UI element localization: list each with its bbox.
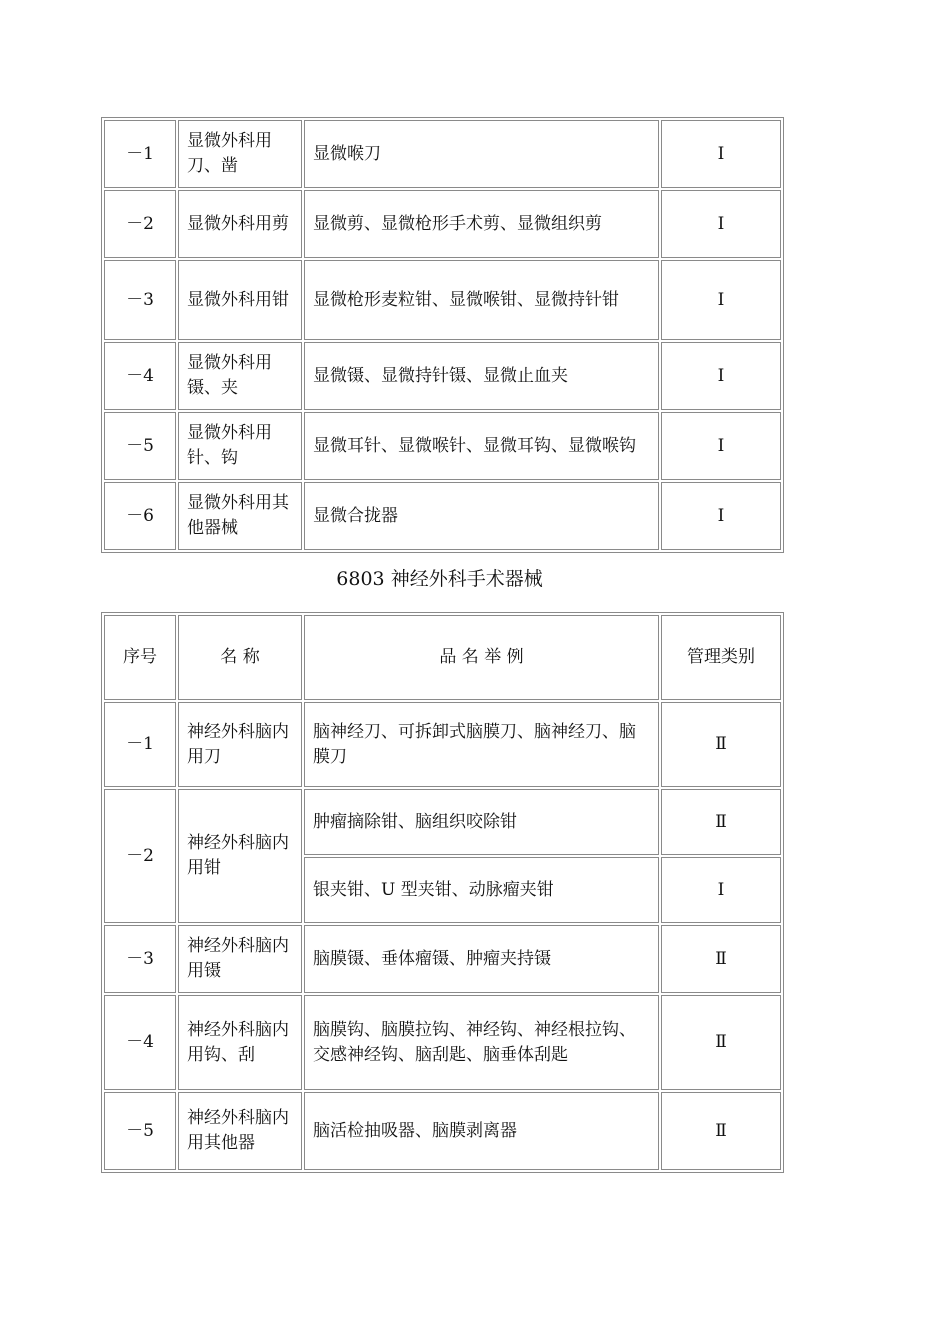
table-row xyxy=(104,260,781,340)
table-row xyxy=(104,1092,781,1170)
table-row xyxy=(104,925,781,993)
management-class: Ⅰ xyxy=(661,120,781,188)
table-row xyxy=(104,482,781,550)
row-number: －1 xyxy=(104,120,176,188)
row-number: －2 xyxy=(104,190,176,258)
table-row xyxy=(104,702,781,787)
row-number: －2 xyxy=(104,789,176,923)
product-examples: 显微喉刀 xyxy=(304,120,659,188)
table-row xyxy=(104,789,781,855)
product-examples: 银夹钳、U 型夹钳、动脉瘤夹钳 xyxy=(304,857,659,923)
table-header-row xyxy=(104,615,781,700)
row-number: －5 xyxy=(104,412,176,480)
table-row xyxy=(104,342,781,410)
management-class: Ⅰ xyxy=(661,260,781,340)
category-name: 显微外科用镊、夹 xyxy=(178,342,302,410)
product-examples: 显微枪形麦粒钳、显微喉钳、显微持针钳 xyxy=(304,260,659,340)
header-name: 名 称 xyxy=(178,615,302,700)
product-examples: 脑膜钩、脑膜拉钩、神经钩、神经根拉钩、交感神经钩、脑刮匙、脑垂体刮匙 xyxy=(304,995,659,1090)
table-row xyxy=(104,995,781,1090)
category-name: 神经外科脑内用钩、刮 xyxy=(178,995,302,1090)
category-name: 神经外科脑内用刀 xyxy=(178,702,302,787)
management-class: Ⅰ xyxy=(661,857,781,923)
row-number: －1 xyxy=(104,702,176,787)
product-examples: 显微合拢器 xyxy=(304,482,659,550)
product-examples: 显微剪、显微枪形手术剪、显微组织剪 xyxy=(304,190,659,258)
microsurgery-instruments-table xyxy=(101,117,784,553)
management-class: Ⅰ xyxy=(661,190,781,258)
management-class: Ⅰ xyxy=(661,342,781,410)
category-name: 神经外科脑内用其他器 xyxy=(178,1092,302,1170)
management-class: Ⅱ xyxy=(661,789,781,855)
product-examples: 脑活检抽吸器、脑膜剥离器 xyxy=(304,1092,659,1170)
category-name: 显微外科用其他器械 xyxy=(178,482,302,550)
product-examples: 显微耳针、显微喉针、显微耳钩、显微喉钩 xyxy=(304,412,659,480)
category-name: 显微外科用刀、凿 xyxy=(178,120,302,188)
product-examples: 脑神经刀、可拆卸式脑膜刀、脑神经刀、脑膜刀 xyxy=(304,702,659,787)
category-name: 显微外科用针、钩 xyxy=(178,412,302,480)
product-examples: 脑膜镊、垂体瘤镊、肿瘤夹持镊 xyxy=(304,925,659,993)
row-number: －4 xyxy=(104,342,176,410)
product-examples: 显微镊、显微持针镊、显微止血夹 xyxy=(304,342,659,410)
management-class: Ⅰ xyxy=(661,482,781,550)
category-name: 神经外科脑内用钳 xyxy=(178,789,302,923)
management-class: Ⅱ xyxy=(661,995,781,1090)
product-examples: 肿瘤摘除钳、脑组织咬除钳 xyxy=(304,789,659,855)
management-class: Ⅱ xyxy=(661,702,781,787)
management-class: Ⅱ xyxy=(661,1092,781,1170)
row-number: －5 xyxy=(104,1092,176,1170)
table-row xyxy=(104,412,781,480)
row-number: －4 xyxy=(104,995,176,1090)
header-examples: 品 名 举 例 xyxy=(304,615,659,700)
section-title: 6803 神经外科手术器械 xyxy=(336,568,543,590)
management-class: Ⅰ xyxy=(661,412,781,480)
table-row xyxy=(104,190,781,258)
management-class: Ⅱ xyxy=(661,925,781,993)
row-number: －3 xyxy=(104,260,176,340)
row-number: －3 xyxy=(104,925,176,993)
category-name: 显微外科用剪 xyxy=(178,190,302,258)
category-name: 神经外科脑内用镊 xyxy=(178,925,302,993)
header-class: 管理类别 xyxy=(661,615,781,700)
header-number: 序号 xyxy=(104,615,176,700)
neurosurgery-instruments-table xyxy=(101,612,784,1173)
category-name: 显微外科用钳 xyxy=(178,260,302,340)
row-number: －6 xyxy=(104,482,176,550)
table-row xyxy=(104,120,781,188)
